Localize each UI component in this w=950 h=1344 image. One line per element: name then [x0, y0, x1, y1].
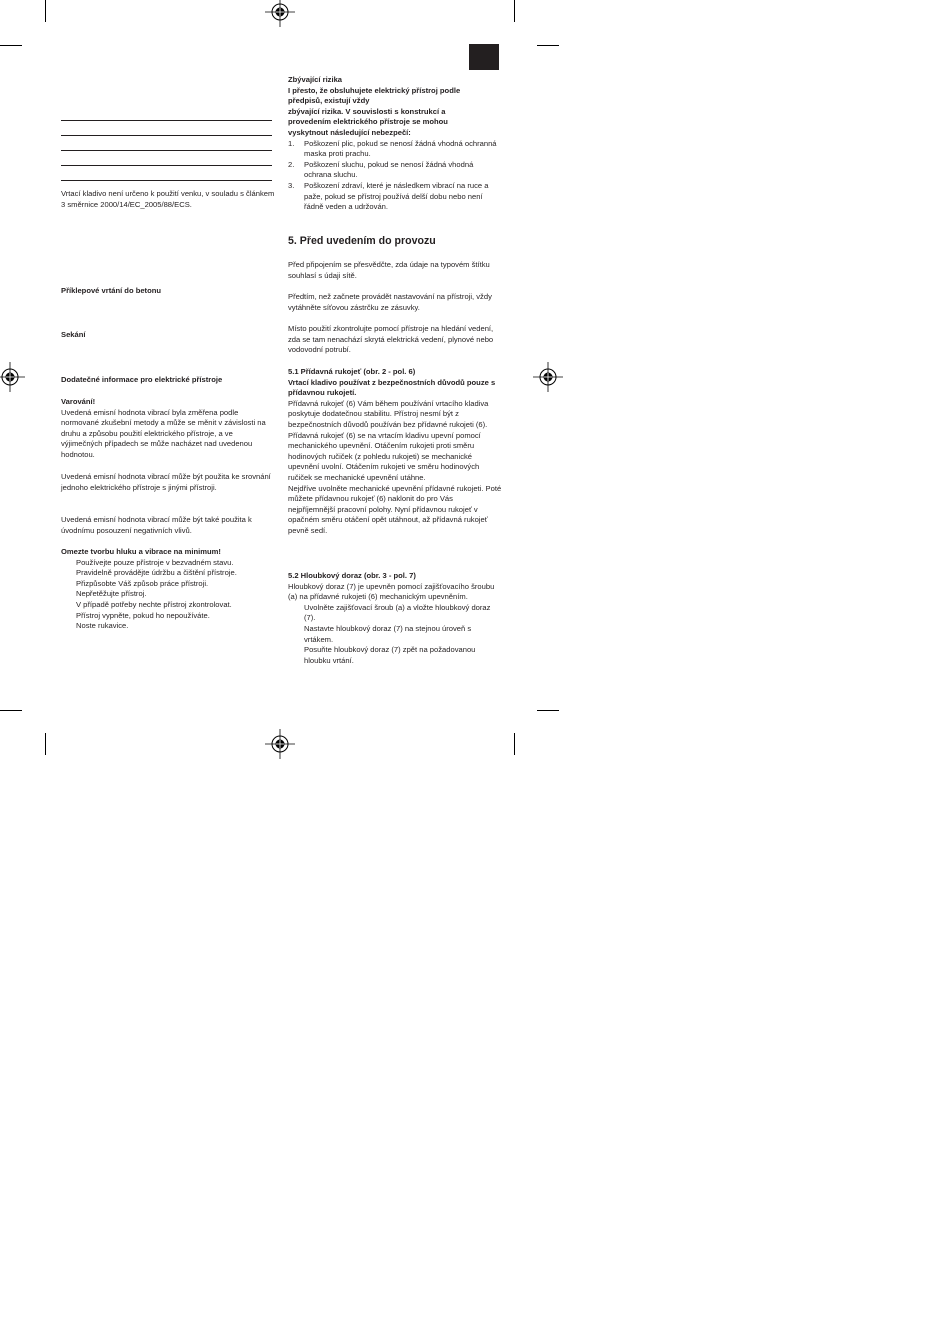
list-item — [288, 139, 502, 160]
paragraph-text: Uvedená emisní hodnota vibrací může být použita ke srovnání jednoho elektrického přístroje s jinými přístroji. — [61, 472, 271, 492]
unplug-paragraph — [288, 292, 502, 313]
paragraph-text: Nejdříve uvolněte mechanické upevnění přídavné rukojeti. Poté můžete přídavnou rukojeť (6) naklonit do pro Vás nejpříjemnější pracovní polohy. Nyní přídavnou rukojeť v opačném směru otáčení opět utáhnout, až přídavná rukojeť pevně sedí. — [288, 483, 502, 535]
crop-mark — [537, 45, 559, 46]
list-item: Nastavte hloubkový doraz (7) na stejnou úroveň s vrtákem. — [304, 623, 472, 644]
list-number: 1. — [288, 138, 295, 148]
list-item: Posuňte hloubkový doraz (7) zpět na požadovanou hloubku vrtání. — [304, 645, 476, 665]
section-5-2 — [288, 571, 502, 666]
list-item: V případě potřeby nechte přístroj zkontrolovat. — [76, 599, 232, 609]
risks-intro-line: zbývající rizika. V souvislosti s konstrukcí a — [288, 106, 446, 116]
list-item: Používejte pouze přístroje v bezvadném stavu. — [76, 557, 234, 567]
vibration-paragraph-3 — [61, 515, 253, 536]
paragraph-text: Přídavná rukojeť (6) Vám během používání vrtacího kladiva poskytuje dodatečnou stabilitu. Přístroj nesmí být z bezpečnostních důvodů používán bez přídavné rukojeti (6). — [288, 398, 489, 429]
list-text: Poškození sluchu, pokud se nenosí žádná vhodná ochrana sluchu. — [304, 159, 474, 180]
tips-list — [61, 558, 275, 632]
warning-block — [61, 397, 271, 461]
registration-mark-icon — [533, 362, 563, 392]
list-number: 3. — [288, 180, 295, 190]
impact-drilling-heading: Příklepové vrtání do betonu — [61, 286, 162, 295]
table-rule — [61, 150, 272, 151]
table-rule — [61, 120, 272, 121]
list-text: Poškození plic, pokud se nenosí žádná vhodná ochranná maska proti prachu. — [304, 138, 497, 159]
crop-mark — [537, 710, 559, 711]
crop-mark — [514, 733, 515, 755]
table-rule — [61, 180, 272, 181]
intro-text: Vrtací kladivo není určeno k použití venku, v souladu s článkem 3 směrnice 2000/14/EC_2005/88/ECS. — [61, 189, 275, 209]
paragraph-text: Uvedená emisní hodnota vibrací může být také použita k úvodnímu posouzení negativních vlivů. — [61, 515, 252, 535]
vibration-paragraph-2 — [61, 472, 275, 493]
crop-mark — [0, 710, 22, 711]
warning-heading: Varování! — [61, 397, 96, 406]
list-item: Přístroj vypněte, pokud ho nepoužíváte. — [76, 610, 210, 620]
table-rule — [61, 165, 272, 166]
steps-list — [288, 603, 502, 667]
risks-intro-line: vyskytnout následující nebezpečí: — [288, 127, 411, 137]
warning-text: Uvedená emisní hodnota vibrací byla změřena podle normované zkušební metody a může se měnit v závislosti na druhu a způsobu použití elektrického přístroje, a ve výjimečných případech se může nacházet nad uvedenou hodnotou. — [61, 407, 266, 459]
paragraph-text: Přídavná rukojeť (6) se na vrtacím kladivu upevní pomocí mechanického upevnění. Otáčením rukojeti proti směru hodinových ručiček (z pohledu rukojeti) se mechanické upevnění uvolní. Otáčením rukojeti ve směru hodinových ručiček se mechanické upevnění utáhne. — [288, 430, 481, 482]
list-item — [288, 160, 502, 181]
minimize-block — [61, 547, 275, 632]
list-item: Přizpůsobte Váš způsob práce přístroji. — [76, 578, 209, 588]
list-number: 2. — [288, 159, 295, 169]
registration-mark-icon — [265, 729, 295, 759]
crop-mark — [45, 0, 46, 22]
intro-paragraph — [61, 189, 275, 210]
list-item — [288, 181, 502, 213]
remaining-risks-block — [288, 75, 502, 213]
crop-mark — [0, 45, 22, 46]
nameplate-paragraph — [288, 260, 502, 281]
paragraph-text: Před připojením se přesvědčte, zda údaje na typovém štítku souhlasí s údaji sítě. — [288, 260, 490, 280]
paragraph-text: Hloubkový doraz (7) je upevněn pomocí zajišťovacího šroubu (a) na přídavné rukojeti (6) mechanickým upevněním. — [288, 581, 495, 602]
risks-intro-line: provedením elektrického přístroje se mohou — [288, 117, 448, 127]
additional-info-heading: Dodatečné informace pro elektrické přístroje — [61, 375, 223, 384]
minimize-heading: Omezte tvorbu hluku a vibrace na minimum! — [61, 547, 221, 556]
list-item: Pravidelně provádějte údržbu a čištění přístroje. — [76, 568, 237, 578]
language-tab — [469, 44, 499, 70]
paragraph-text: Místo použití zkontrolujte pomocí přístroje na hledání vedení, zda se tam nenachází skrytá elektrická vedení, plynové nebo vodovodní potrubí. — [288, 324, 494, 355]
list-item: Noste rukavice. — [76, 621, 129, 631]
registration-mark-icon — [265, 0, 295, 27]
list-text: Poškození zdraví, které je následkem vibrací na ruce a paže, pokud se přístroj používá delší dobu nebo není řádně veden a udržován. — [304, 180, 489, 212]
subsection-heading: 5.1 Přídavná rukojeť (obr. 2 - pol. 6) — [288, 367, 416, 376]
risks-intro-line: předpisů, existují vždy — [288, 96, 370, 106]
section-title: 5. Před uvedením do provozu — [288, 235, 436, 247]
crop-mark — [45, 733, 46, 755]
detector-paragraph — [288, 324, 502, 356]
paragraph-text: Předtím, než začnete provádět nastavování na přístroji, vždy vytáhněte síťovou zástrčku ze zásuvky. — [288, 292, 492, 312]
crop-mark — [514, 0, 515, 22]
table-rule — [61, 135, 272, 136]
list-item: Uvolněte zajišťovací šroub (a) a vložte hloubkový doraz (7). — [304, 602, 491, 623]
chiseling-heading: Sekání — [61, 330, 86, 339]
subsection-heading: 5.2 Hloubkový doraz (obr. 3 - pol. 7) — [288, 571, 416, 580]
risks-intro-line: I přesto, že obsluhujete elektrický přístroj podle — [288, 85, 461, 95]
subsection-note: Vrtací kladivo používat z bezpečnostních důvodů pouze s přídavnou rukojetí. — [288, 377, 496, 398]
risks-heading: Zbývající rizika — [288, 75, 343, 84]
section-5-1 — [288, 367, 502, 537]
list-item: Nepřetěžujte přístroj. — [76, 589, 147, 599]
registration-mark-icon — [0, 362, 25, 392]
